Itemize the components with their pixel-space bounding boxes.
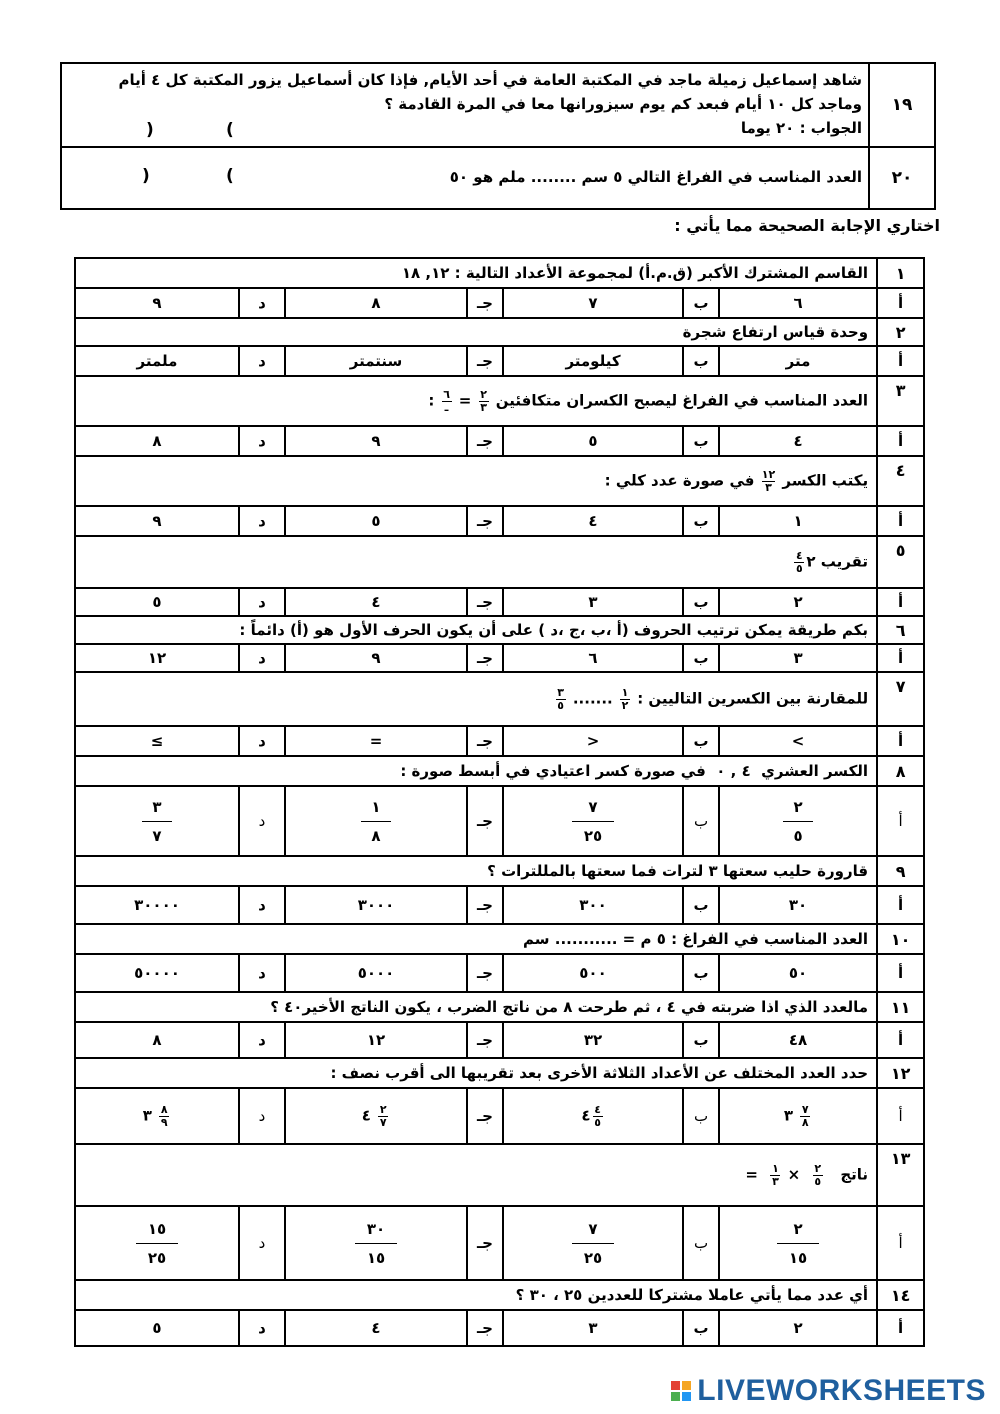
numerator: ٤ xyxy=(594,1102,601,1116)
option-c-value[interactable]: ٨ xyxy=(285,288,467,318)
option-d-value[interactable]: ٨ xyxy=(75,426,239,456)
numerator: ٣٠ xyxy=(366,1219,386,1238)
option-b-label: ب xyxy=(683,588,719,616)
option-b-value[interactable]: ٤ xyxy=(503,506,683,536)
question-line: وماجد كل ١٠ أيام فبعد كم يوم سيزورانها معا في المرة القادمة ؟ xyxy=(384,95,862,113)
options-row xyxy=(75,426,924,456)
true-false-box xyxy=(60,62,936,210)
denominator: ٥ xyxy=(594,1115,601,1129)
option-b-label: ب xyxy=(683,506,719,536)
option-d-label: د xyxy=(239,886,285,924)
question-number: ١٤ xyxy=(877,1280,924,1310)
option-c-label: جـ xyxy=(467,426,503,456)
option-c-label: جـ xyxy=(467,588,503,616)
option-d-value[interactable] xyxy=(75,786,239,856)
option-b-value[interactable]: > xyxy=(503,726,683,756)
denominator: ٥ xyxy=(557,698,564,712)
option-b-value[interactable] xyxy=(503,1088,683,1144)
question-text: وحدة قياس ارتفاع شجرة xyxy=(75,318,877,346)
fraction-a xyxy=(479,389,489,413)
numerator: ٢ xyxy=(793,797,803,816)
option-c-label: جـ xyxy=(467,1088,503,1144)
question-row xyxy=(75,536,924,588)
option-c-value[interactable] xyxy=(285,1206,467,1280)
option-d-value[interactable] xyxy=(75,1206,239,1280)
question-row xyxy=(75,924,924,954)
option-b-label: ب xyxy=(683,726,719,756)
option-a-value[interactable] xyxy=(719,1088,877,1144)
option-a-label: أ xyxy=(877,1088,924,1144)
option-b-label: ب xyxy=(683,786,719,856)
option-a-value[interactable]: < xyxy=(719,726,877,756)
option-b-label: ب xyxy=(683,1310,719,1346)
numerator: ١ xyxy=(621,685,629,699)
numerator: ٢ xyxy=(480,387,487,401)
denominator: ٨ xyxy=(801,1115,809,1129)
denominator: ١٥ xyxy=(788,1249,808,1267)
option-d-label: د xyxy=(239,288,285,318)
option-d-value[interactable]: ١٢ xyxy=(75,644,239,672)
question-text xyxy=(75,1144,877,1206)
numerator: ٧ xyxy=(588,1219,598,1238)
question-row xyxy=(75,258,924,288)
question-text-part: الكسر العشري xyxy=(761,762,869,780)
numerator: ٨ xyxy=(160,1102,168,1116)
option-c-value[interactable]: ٣٠٠٠ xyxy=(285,886,467,924)
option-d-value[interactable]: ٥٠٠٠٠ xyxy=(75,954,239,992)
logo-icon xyxy=(671,1381,691,1401)
option-d-value[interactable] xyxy=(75,1088,239,1144)
option-c-label: جـ xyxy=(467,886,503,924)
option-d-value[interactable]: ٨ xyxy=(75,1022,239,1058)
question-row xyxy=(75,318,924,346)
option-a-value[interactable]: ١ xyxy=(719,506,877,536)
option-b-label: ب xyxy=(683,288,719,318)
denominator: ٧ xyxy=(152,827,162,845)
question-text xyxy=(75,756,877,786)
option-b-label: ب xyxy=(683,644,719,672)
denominator: ٢٥ xyxy=(583,1249,603,1267)
answer-paren-open: ( xyxy=(226,166,234,186)
question-line: شاهد إسماعيل زميلة ماجد في المكتبة العامة في أحد الأيام, فإذا كان أسماعيل يزور المكتبة كل ٤ أيام xyxy=(118,71,862,89)
option-b-value[interactable]: ٣ xyxy=(503,588,683,616)
option-a-value[interactable]: ٣ xyxy=(719,644,877,672)
mixed-whole: ٤ xyxy=(581,1106,591,1125)
option-b-label: ب xyxy=(683,1088,719,1144)
numerator: ٢ xyxy=(793,1219,803,1238)
option-d-value[interactable]: ≤ xyxy=(75,726,239,756)
option-b-value[interactable] xyxy=(503,786,683,856)
option-a-value[interactable]: ٢ xyxy=(719,1310,877,1346)
option-a-value[interactable] xyxy=(719,786,877,856)
question-row xyxy=(75,1058,924,1088)
option-c-value[interactable]: ٤ xyxy=(285,588,467,616)
option-a-value[interactable]: ٤٨ xyxy=(719,1022,877,1058)
option-c-label: جـ xyxy=(467,1206,503,1280)
option-c-label: جـ xyxy=(467,726,503,756)
numerator: ٤ xyxy=(796,548,803,562)
multiple-choice-table xyxy=(74,257,925,1347)
option-d-label: د xyxy=(239,726,285,756)
question-row xyxy=(75,672,924,726)
denominator: ٩ xyxy=(160,1115,168,1129)
denominator: ٣ xyxy=(765,480,772,494)
fraction-a xyxy=(813,1163,823,1187)
options-row xyxy=(75,506,924,536)
options-row xyxy=(75,786,924,856)
options-row xyxy=(75,1310,924,1346)
option-c-value[interactable]: ١٢ xyxy=(285,1022,467,1058)
question-number: ٢٠ xyxy=(868,148,934,208)
option-c-label: جـ xyxy=(467,954,503,992)
options-row xyxy=(75,886,924,924)
multiply-sign: × xyxy=(787,1165,801,1184)
numerator: ١٥ xyxy=(147,1219,167,1238)
question-text-part: ناتج xyxy=(840,1165,869,1184)
mixed-whole: ٢ xyxy=(806,552,816,571)
question-row xyxy=(75,1144,924,1206)
option-b-value[interactable]: ٣٢ xyxy=(503,1022,683,1058)
question-text-part: يكتب الكسر xyxy=(782,471,869,490)
question-19-row xyxy=(62,64,934,148)
option-b-label: ب xyxy=(683,1206,719,1280)
option-d-value[interactable]: ٩ xyxy=(75,506,239,536)
option-b-value[interactable]: ٥ xyxy=(503,426,683,456)
numerator: ١ xyxy=(371,797,381,816)
option-d-label: د xyxy=(239,588,285,616)
question-number: ١٢ xyxy=(877,1058,924,1088)
option-b-value[interactable]: كيلومتر xyxy=(503,346,683,376)
numerator: ٦ xyxy=(443,387,450,401)
question-text-part: في صورة كسر اعتيادي في أبسط صورة : xyxy=(400,762,706,780)
option-c-value[interactable]: ٥٠٠٠ xyxy=(285,954,467,992)
question-text: العدد المناسب في الفراغ التالي ٥ سم ........ ملم هو ٥٠ xyxy=(449,168,862,186)
options-row xyxy=(75,1088,924,1144)
denominator: ٨ xyxy=(371,827,381,845)
option-c-value[interactable]: ٩ xyxy=(285,426,467,456)
question-number: ١ xyxy=(877,258,924,288)
option-c-value[interactable]: ٩ xyxy=(285,644,467,672)
question-text: قارورة حليب سعتها ٣ لترات فما سعتها بالمللترات ؟ xyxy=(75,856,877,886)
comparison-blank: ....... xyxy=(572,689,613,708)
fraction xyxy=(762,469,775,493)
option-c-value[interactable] xyxy=(285,1088,467,1144)
numerator: ٢ xyxy=(814,1161,822,1175)
option-a-value[interactable]: ٦ xyxy=(719,288,877,318)
fraction-b xyxy=(556,687,566,711)
option-a-label: أ xyxy=(877,288,924,318)
question-text: العدد المناسب في الفراغ : ٥ م = ........... سم xyxy=(75,924,877,954)
option-d-label: د xyxy=(239,426,285,456)
option-a-value[interactable]: ٥٠ xyxy=(719,954,877,992)
fraction xyxy=(794,550,804,574)
instruction-text: اختاري الإجابة الصحيحة مما يأتي : xyxy=(674,216,940,235)
question-number: ٣ xyxy=(877,376,924,426)
option-d-label: د xyxy=(239,644,285,672)
question-number: ٥ xyxy=(877,536,924,588)
question-text xyxy=(75,672,877,726)
question-text: حدد العدد المختلف عن الأعداد الثلاثة الأخرى بعد تقريبها الى أقرب نصف : xyxy=(75,1058,877,1088)
liveworksheets-logo xyxy=(671,1374,986,1408)
options-row xyxy=(75,1022,924,1058)
answer-paren-open: ( xyxy=(226,120,234,140)
question-text: بكم طريقة يمكن ترتيب الحروف (أ ،ب ،ج ،د ) على أن يكون الحرف الأول هو (أ) دائماً : xyxy=(75,616,877,644)
option-a-label: أ xyxy=(877,886,924,924)
question-number: ٨ xyxy=(877,756,924,786)
denominator: ٥ xyxy=(796,561,803,575)
decimal-value: ٤ , ٠ xyxy=(716,762,751,780)
option-b-label: ب xyxy=(683,426,719,456)
option-d-value[interactable]: ٩ xyxy=(75,288,239,318)
answer-line: الجواب : ٢٠ يوما xyxy=(740,119,862,137)
question-text-part: تقريب xyxy=(820,552,869,571)
denominator: ٥ xyxy=(814,1174,822,1188)
fraction-a xyxy=(620,687,630,711)
option-b-label: ب xyxy=(683,886,719,924)
equals-sign: = xyxy=(745,1165,758,1184)
option-a-label: أ xyxy=(877,346,924,376)
numerator: ٣ xyxy=(152,797,162,816)
question-number: ٢ xyxy=(877,318,924,346)
mixed-whole: ٣ xyxy=(142,1106,152,1125)
numerator: ٢ xyxy=(379,1102,387,1116)
option-d-label: د xyxy=(239,786,285,856)
question-text xyxy=(75,536,877,588)
fraction-b xyxy=(442,389,452,413)
denominator: ٧ xyxy=(379,1115,387,1129)
option-d-label: د xyxy=(239,506,285,536)
option-d-label: د xyxy=(239,1206,285,1280)
question-row xyxy=(75,616,924,644)
question-text: مالعدد الذي اذا ضربته في ٤ ، ثم طرحت ٨ من ناتج الضرب ، يكون الناتج الأخير٤٠ ؟ xyxy=(75,992,877,1022)
numerator: ١ xyxy=(772,1161,779,1175)
option-b-value[interactable]: ٣٠٠ xyxy=(503,886,683,924)
question-number: ١١ xyxy=(877,992,924,1022)
mixed-whole: ٤ xyxy=(361,1106,371,1125)
option-a-label: أ xyxy=(877,426,924,456)
options-row xyxy=(75,588,924,616)
option-a-label: أ xyxy=(877,1206,924,1280)
option-b-value[interactable]: ٣ xyxy=(503,1310,683,1346)
options-row xyxy=(75,288,924,318)
question-row xyxy=(75,756,924,786)
fraction-b xyxy=(770,1163,780,1187)
option-a-label: أ xyxy=(877,726,924,756)
question-text xyxy=(75,456,877,506)
options-row xyxy=(75,644,924,672)
option-a-value[interactable]: متر xyxy=(719,346,877,376)
question-row xyxy=(75,1280,924,1310)
option-c-value[interactable]: سنتمتر xyxy=(285,346,467,376)
option-c-value[interactable]: = xyxy=(285,726,467,756)
numerator: ١٢ xyxy=(761,467,776,481)
question-number: ٤ xyxy=(877,456,924,506)
answer-paren-close: ) xyxy=(142,166,150,186)
question-row xyxy=(75,376,924,426)
answer-paren-close: ) xyxy=(146,120,154,140)
brand-text: LIVEWORKSHEETS xyxy=(697,1374,986,1407)
denominator: ـ xyxy=(444,400,449,414)
option-a-label: أ xyxy=(877,644,924,672)
option-a-value[interactable]: ٤ xyxy=(719,426,877,456)
option-a-value[interactable] xyxy=(719,1206,877,1280)
question-20-row xyxy=(62,148,934,208)
option-b-label: ب xyxy=(683,954,719,992)
question-text: العدد المناسب في الفراغ ليصبح الكسران متكافئين $\frac{٢}{٣}$ = $\frac{٦}{\text{ـ}}$ : xyxy=(75,376,877,426)
option-c-label: جـ xyxy=(467,506,503,536)
option-b-value[interactable] xyxy=(503,1206,683,1280)
numerator: ٣ xyxy=(557,685,564,699)
option-a-label: أ xyxy=(877,1310,924,1346)
option-b-value[interactable]: ٧ xyxy=(503,288,683,318)
option-a-label: أ xyxy=(877,786,924,856)
question-number: ٧ xyxy=(877,672,924,726)
option-c-value[interactable]: ٤ xyxy=(285,1310,467,1346)
question-number: ١٠ xyxy=(877,924,924,954)
option-d-value[interactable]: ملمتر xyxy=(75,346,239,376)
question-row xyxy=(75,992,924,1022)
option-c-label: جـ xyxy=(467,644,503,672)
option-b-value[interactable]: ٥٠٠ xyxy=(503,954,683,992)
denominator: ١٥ xyxy=(366,1249,386,1267)
denominator: ٣ xyxy=(480,400,487,414)
option-a-value[interactable]: ٢ xyxy=(719,588,877,616)
option-d-label: د xyxy=(239,1088,285,1144)
question-number: ٩ xyxy=(877,856,924,886)
mixed-whole: ٣ xyxy=(783,1106,793,1125)
question-number: ١٩ xyxy=(868,64,934,146)
option-c-value[interactable] xyxy=(285,786,467,856)
option-c-label: جـ xyxy=(467,1310,503,1346)
option-a-label: أ xyxy=(877,954,924,992)
option-c-label: جـ xyxy=(467,786,503,856)
option-c-label: جـ xyxy=(467,1022,503,1058)
option-a-label: أ xyxy=(877,1022,924,1058)
numerator: ٧ xyxy=(801,1102,809,1116)
question-text xyxy=(70,68,862,140)
option-c-label: جـ xyxy=(467,346,503,376)
denominator: ٥ xyxy=(793,827,803,845)
question-row xyxy=(75,456,924,506)
option-d-label: د xyxy=(239,954,285,992)
question-text-part: في صورة عدد كلي : xyxy=(604,471,755,490)
question-text-part: للمقارنة بين الكسرين التاليين : xyxy=(637,689,869,708)
question-row xyxy=(75,856,924,886)
option-d-label: د xyxy=(239,346,285,376)
option-b-value[interactable]: ٦ xyxy=(503,644,683,672)
question-text: القاسم المشترك الأكبر (ق.م.أ) لمجموعة الأعداد التالية : ١٢, ١٨ xyxy=(75,258,877,288)
options-row xyxy=(75,726,924,756)
denominator: ٣ xyxy=(772,1174,779,1188)
option-d-label: د xyxy=(239,1022,285,1058)
options-row xyxy=(75,1206,924,1280)
option-c-label: جـ xyxy=(467,288,503,318)
denominator: ٢٥ xyxy=(147,1249,167,1267)
option-b-label: ب xyxy=(683,346,719,376)
question-text-part: العدد المناسب في الفراغ ليصبح الكسران متكافئين xyxy=(495,391,869,410)
option-c-value[interactable]: ٥ xyxy=(285,506,467,536)
option-d-value[interactable]: ٣٠٠٠٠ xyxy=(75,886,239,924)
denominator: ٢٥ xyxy=(583,827,603,845)
option-b-label: ب xyxy=(683,1022,719,1058)
option-d-label: د xyxy=(239,1310,285,1346)
option-d-value[interactable]: ٥ xyxy=(75,1310,239,1346)
options-row xyxy=(75,346,924,376)
option-a-label: أ xyxy=(877,506,924,536)
options-row xyxy=(75,954,924,992)
question-number: ٦ xyxy=(877,616,924,644)
option-d-value[interactable]: ٥ xyxy=(75,588,239,616)
denominator: ٢ xyxy=(621,698,629,712)
option-a-label: أ xyxy=(877,588,924,616)
numerator: ٧ xyxy=(588,797,598,816)
question-number: ١٣ xyxy=(877,1144,924,1206)
option-a-value[interactable]: ٣٠ xyxy=(719,886,877,924)
question-text: أي عدد مما يأتي عاملا مشتركا للعددين ٢٥ ، ٣٠ ؟ xyxy=(75,1280,877,1310)
